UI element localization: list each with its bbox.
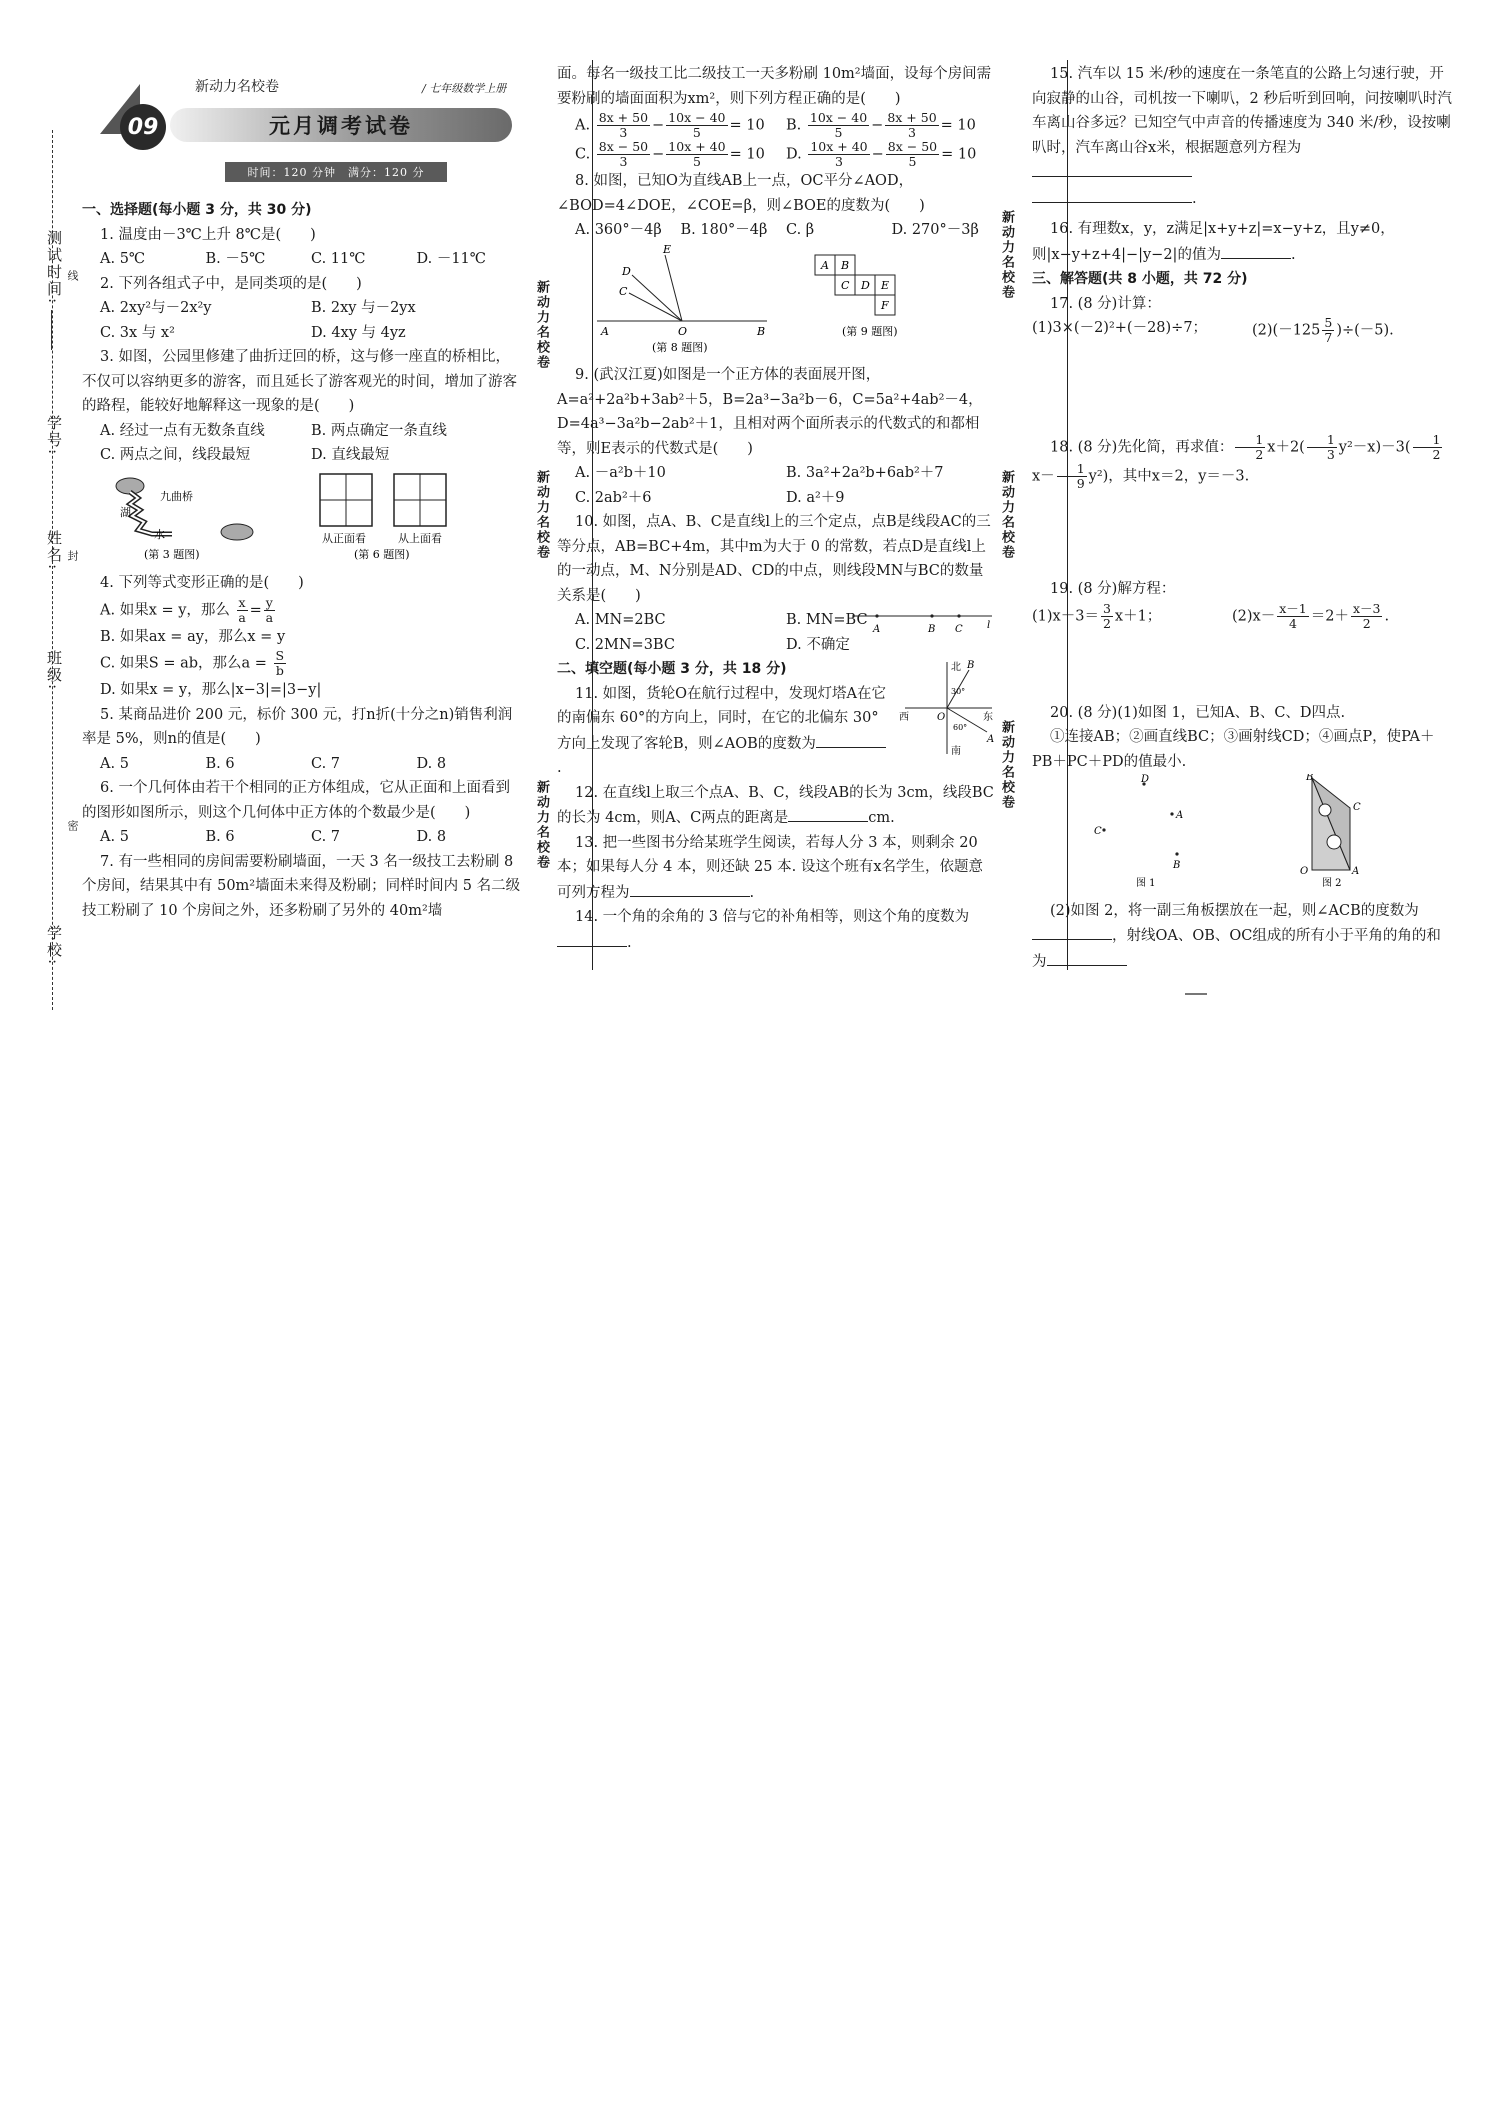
unit: cm. bbox=[868, 810, 895, 826]
option-b bbox=[786, 111, 997, 140]
question-2: 2. 下列各组式子中，是同类项的是( ) bbox=[100, 275, 362, 292]
side-brand-text-1: 新动力名校卷 bbox=[534, 280, 549, 370]
binding-field-school: 学校: bbox=[45, 925, 63, 967]
denominator: 4 bbox=[1289, 615, 1297, 631]
denominator: b bbox=[275, 663, 284, 678]
question-6: 6. 一个几何体由若干个相同的正方体组成，它从正面和上面看到的图形如图所示，则这个几何体中正方体的个数最少是( ) bbox=[82, 780, 510, 821]
denominator: 2 bbox=[1362, 615, 1371, 631]
option: B. 2xy 与－2yx bbox=[311, 300, 416, 316]
numerator: 1 bbox=[1057, 462, 1087, 477]
fig6-top-label: 从上面看 bbox=[398, 531, 442, 545]
question-1: 1. 温度由－3℃上升 8℃是( ) bbox=[100, 226, 316, 243]
bridge-figure bbox=[116, 478, 253, 561]
point-b bbox=[930, 614, 933, 617]
question-text: x－ bbox=[1032, 468, 1055, 485]
fig20-points bbox=[1094, 774, 1183, 889]
denominator: 9 bbox=[1076, 476, 1085, 491]
label-c: C bbox=[619, 284, 628, 298]
minus: − bbox=[871, 117, 884, 134]
fraction bbox=[808, 140, 869, 169]
fig3-label-lake: 湖 bbox=[120, 505, 131, 519]
question-text: 13. 把一些图书分给某班学生阅读，若每人分 3 本，则剩余 20 本；如果每人分 4 本，则还缺 25 本. 设这个班有x名学生，依题意可列方程为 bbox=[557, 834, 984, 901]
option: A. 5℃ bbox=[100, 251, 146, 267]
answer-blank[interactable] bbox=[1032, 160, 1192, 177]
minus: − bbox=[652, 117, 665, 134]
question-14: 14. 一个角的余角的 3 倍与它的补角相等，则这个角的度数为. bbox=[557, 905, 997, 955]
question-text: x＋2( bbox=[1267, 439, 1305, 456]
question-7: 7. 有一些相同的房间需要粉刷墙面，一天 3 名一级技工去粉刷 8 个房间，结果其中有 50m²墙面未来得及粉刷；同样时间内 5 名二级技工粉刷了 10 个房间之外，还多粉刷了另外的 40m²墙 bbox=[82, 853, 521, 919]
question-16: 16. 有理数x，y，z满足|x+y+z|=x−y+z，且y≠0，则|x−y+z+4|−|y−2|的值为 . bbox=[1032, 221, 1395, 263]
part-text: (2)x－ bbox=[1232, 608, 1276, 624]
fig20-caption-2: 图 2 bbox=[1322, 878, 1342, 889]
question-17-part-2 bbox=[1252, 316, 1452, 345]
question-17-parts bbox=[1032, 316, 1452, 345]
question-20-tasks: ①连接AB；②画直线BC；③画射线CD；④画点P，使PA＋PB＋PC＋PD的值最小. bbox=[1032, 729, 1435, 770]
question-11: 11. 如图，货轮O在航行过程中，发现灯塔A在它的南偏东 60°的方向上，同时，在它的北偏东 30°方向上发现了客轮B，则∠AOB的度数为. bbox=[557, 685, 887, 776]
fig9-caption: (第 9 题图) bbox=[842, 324, 898, 338]
side-brand-text-6: 新动力名校卷 bbox=[999, 720, 1014, 810]
minus: − bbox=[652, 146, 665, 163]
question-12 bbox=[557, 781, 997, 831]
fig3-caption: (第 3 题图) bbox=[144, 547, 200, 561]
option-letter: C. bbox=[575, 146, 591, 163]
label-south: 南 bbox=[951, 745, 961, 757]
side-brand-text-5: 新动力名校卷 bbox=[999, 470, 1014, 560]
denominator: 5 bbox=[692, 125, 701, 140]
denominator: 3 bbox=[619, 125, 628, 140]
question-8-options bbox=[557, 218, 997, 243]
label-north: 北 bbox=[951, 661, 961, 673]
fraction bbox=[1235, 433, 1265, 462]
numerator: 8x + 50 bbox=[598, 110, 649, 125]
question-19-part-2 bbox=[1232, 602, 1452, 631]
point-c bbox=[1102, 828, 1105, 831]
question-text: 16. 有理数x，y，z满足|x+y+z|=x−y+z，且y≠0，则|x−y+z+4|−|y−2|的值为 bbox=[1032, 221, 1395, 263]
option: C. β bbox=[786, 222, 815, 238]
label-b: B bbox=[757, 324, 766, 338]
label-b: B bbox=[928, 624, 936, 635]
option: B. 3a²+2a²b+6ab²＋7 bbox=[786, 465, 944, 481]
denominator: 3 bbox=[619, 154, 628, 169]
label-b: B bbox=[1173, 860, 1181, 871]
denominator: a bbox=[238, 609, 246, 625]
option-a bbox=[575, 111, 786, 140]
net-label: D bbox=[861, 278, 870, 292]
option: B. 6 bbox=[205, 755, 235, 772]
answer-blank-2[interactable] bbox=[1047, 949, 1127, 966]
rhs: = 10 bbox=[729, 117, 765, 134]
side-brand-text-4: 新动力名校卷 bbox=[999, 210, 1014, 300]
lake-shore-bottom bbox=[221, 524, 253, 540]
paper-number-badge: 09 bbox=[120, 104, 166, 150]
option: D. 直线最短 bbox=[311, 447, 390, 463]
question-5: 5. 某商品进价 200 元，标价 300 元，打n折(十分之n)销售利润率是 5%，则n的值是( ) bbox=[82, 706, 513, 747]
label-tb: B bbox=[1306, 774, 1314, 783]
numerator: 5 bbox=[1324, 315, 1333, 330]
question-19-parts bbox=[1032, 602, 1452, 631]
denominator: a bbox=[265, 609, 274, 625]
part-text: (2)(－125 bbox=[1252, 322, 1321, 339]
lake-shore-top bbox=[116, 478, 144, 494]
label-c: C bbox=[1094, 826, 1102, 837]
question-20: 20. (8 分)(1)如图 1，已知A、B、C、D四点. bbox=[1050, 704, 1346, 721]
option: B. 180°－4β bbox=[680, 222, 768, 238]
numerator: 8x − 50 bbox=[598, 139, 649, 154]
label-b: B bbox=[967, 659, 975, 671]
fraction bbox=[666, 111, 727, 140]
grade-label: / 七年级数学上册 bbox=[422, 82, 507, 95]
question-7-options-row2 bbox=[557, 140, 997, 169]
denominator: 3 bbox=[908, 125, 916, 140]
fraction bbox=[597, 111, 650, 140]
figures-8-and-9 bbox=[557, 243, 997, 355]
fig20-triangles bbox=[1300, 774, 1361, 889]
point-a bbox=[1170, 812, 1173, 815]
ray-oe bbox=[665, 255, 682, 321]
point-c bbox=[957, 614, 960, 617]
answer-space bbox=[1032, 491, 1452, 577]
answer-blank[interactable] bbox=[1032, 923, 1112, 940]
column-1 bbox=[82, 198, 522, 923]
option-letter: A. bbox=[575, 117, 591, 134]
numerator: 3 bbox=[1102, 600, 1111, 616]
seal-char-xian: 线 bbox=[66, 270, 79, 283]
rhs: = 10 bbox=[940, 117, 976, 134]
fraction bbox=[808, 111, 869, 140]
answer-blank[interactable] bbox=[557, 930, 627, 947]
equals: = bbox=[249, 602, 262, 618]
seal-char-mi: 密 bbox=[66, 820, 79, 833]
option: A. 5 bbox=[100, 829, 129, 845]
option: D. －11℃ bbox=[416, 251, 486, 267]
question-19: 19. (8 分)解方程： bbox=[1050, 581, 1176, 597]
option-c bbox=[575, 140, 786, 169]
option: D. 8 bbox=[416, 829, 447, 845]
exam-title: 元月调考试卷 bbox=[170, 108, 512, 142]
brand-name: 新动力名校卷 bbox=[195, 79, 279, 95]
numerator: 1 bbox=[1235, 433, 1265, 448]
option-letter: B. bbox=[786, 117, 802, 134]
option: A. 2xy²与－2x²y bbox=[100, 300, 212, 316]
fraction bbox=[666, 140, 727, 169]
net-label: E bbox=[881, 278, 890, 292]
answer-space bbox=[1032, 631, 1452, 701]
question-10: 10. 如图，点A、B、C是直线l上的三个定点，点B是线段AC的三等分点，AB=BC+4m，其中m为大于 0 的常数，若点D是直线l上的一动点，M、N分别是AD、CD的中点，则线段MN与BC的数量关系是( ) bbox=[557, 514, 991, 604]
net-label: A bbox=[821, 258, 829, 272]
option: C. 7 bbox=[311, 829, 341, 845]
question-text: ，射线OA、OB、OC组成的所有小于平角的角的和为 bbox=[1032, 928, 1441, 970]
option: C. 7 bbox=[311, 755, 341, 772]
part-text: (1)x－3＝ bbox=[1032, 608, 1099, 624]
question-6-options bbox=[82, 825, 522, 850]
net-figure bbox=[815, 255, 898, 338]
part-text: . bbox=[1384, 608, 1390, 624]
column-3 bbox=[1032, 62, 1452, 974]
fraction bbox=[237, 596, 248, 625]
side-brand-text-3: 新动力名校卷 bbox=[534, 780, 549, 870]
figures-3-and-6 bbox=[82, 468, 522, 563]
option: D. 4xy 与 4yz bbox=[311, 324, 406, 341]
question-2-options bbox=[82, 296, 522, 321]
question-5-options bbox=[82, 752, 522, 777]
question-text: 11. 如图，货轮O在航行过程中，发现灯塔A在它的南偏东 60°的方向上，同时，在它的北偏东 30°方向上发现了客轮B，则∠AOB的度数为 bbox=[557, 685, 887, 752]
numerator: 1 bbox=[1307, 433, 1337, 448]
label-d: D bbox=[1141, 774, 1150, 785]
denominator: 7 bbox=[1324, 330, 1333, 345]
binding-field-name: 姓名: bbox=[45, 530, 63, 572]
question-9-options-row2 bbox=[557, 486, 997, 511]
numerator: 1 bbox=[1413, 433, 1443, 448]
point-a bbox=[875, 614, 878, 617]
question-3-options-row2 bbox=[82, 443, 522, 468]
question-18 bbox=[1032, 433, 1452, 491]
seal-char-feng: 封 bbox=[66, 550, 79, 563]
question-4-option-b: B. 如果ax = ay，那么x = y bbox=[100, 628, 286, 645]
section-fill-heading: 二、填空题(每小题 3 分，共 18 分) bbox=[557, 661, 787, 677]
label-a: A bbox=[987, 733, 995, 745]
label-west: 西 bbox=[899, 711, 909, 723]
fraction bbox=[264, 596, 275, 625]
denominator: 5 bbox=[908, 154, 917, 169]
label-d: D bbox=[622, 264, 631, 278]
question-3: 3. 如图，公园里修建了曲折迂回的桥，这与修一座直的桥相比，不仅可以容纳更多的游客，而且延长了游客观光的时间，增加了游客的路程，能较好地解释这一现象的是( ) bbox=[82, 349, 517, 414]
fraction bbox=[1322, 316, 1334, 345]
question-4: 4. 下列等式变形正确的是( ) bbox=[100, 575, 304, 591]
fraction bbox=[885, 111, 938, 140]
option: C. 2ab²＋6 bbox=[575, 489, 652, 506]
answer-blank[interactable] bbox=[788, 805, 868, 822]
question-text: 15. 汽车以 15 米/秒的速度在一条笔直的公路上匀速行驶，开向寂静的山谷，司机按一下喇叭，2 秒后听到回响，问按喇叭时汽车离山谷多远？已知空气中声音的传播速度为 340 米/秒，设按喇叭时，汽车离山谷x米，根据题意列方程为 bbox=[1032, 66, 1452, 156]
option: B. 6 bbox=[205, 829, 235, 845]
fig11-compass bbox=[897, 658, 997, 758]
question-4-option-a bbox=[82, 596, 522, 625]
fig20-caption-1: 图 1 bbox=[1136, 878, 1156, 889]
denominator: 2 bbox=[1432, 447, 1441, 462]
part-text: x＋1； bbox=[1114, 608, 1162, 624]
numerator: x－3 bbox=[1352, 600, 1381, 616]
option: D. 不确定 bbox=[786, 636, 850, 653]
option: B. 两点确定一条直线 bbox=[311, 422, 447, 439]
denominator: 3 bbox=[835, 154, 843, 169]
fraction bbox=[1307, 433, 1337, 462]
question-17: 17. (8 分)计算： bbox=[1050, 295, 1161, 312]
binding-field-student-no: 学号: bbox=[45, 415, 63, 457]
option: D. 270°－3β bbox=[891, 222, 979, 238]
part-text: ＝2＋ bbox=[1310, 608, 1349, 624]
fig6-front-label: 从正面看 bbox=[322, 531, 366, 545]
triangle-hole bbox=[1319, 804, 1331, 816]
denominator: 2 bbox=[1102, 615, 1111, 631]
question-7-options-row1 bbox=[557, 111, 997, 140]
option: A. 5 bbox=[100, 755, 129, 772]
rhs: = 10 bbox=[729, 146, 765, 163]
question-4-option-d: D. 如果x = y，那么|x−3|=|3−y| bbox=[100, 682, 322, 698]
question-20-part-2 bbox=[1032, 899, 1452, 975]
option: A. 经过一点有无数条直线 bbox=[100, 422, 265, 439]
net-label: C bbox=[841, 278, 850, 292]
answer-blank[interactable] bbox=[630, 880, 750, 897]
numerator: 8x + 50 bbox=[887, 110, 937, 125]
part-text: )÷(－5). bbox=[1336, 322, 1394, 339]
label-o: O bbox=[678, 324, 688, 338]
label-c: C bbox=[955, 624, 963, 635]
answer-space bbox=[1032, 345, 1452, 433]
time-score-bar: 时间：120 分钟 满分：120 分 bbox=[225, 162, 447, 182]
denominator: 5 bbox=[692, 154, 701, 169]
denominator: 3 bbox=[1326, 447, 1335, 462]
fig10-line bbox=[847, 608, 997, 638]
question-text: 12. 在直线l上取三个点A、B、C，线段AB的长为 3cm，线段BC的长为 4cm，则A、C两点的距离是 bbox=[557, 784, 994, 826]
numerator: 8x − 50 bbox=[887, 139, 938, 154]
label-a: A bbox=[1176, 810, 1184, 821]
fig8-caption: (第 8 题图) bbox=[652, 340, 708, 354]
fraction bbox=[1413, 433, 1443, 462]
binding-fill-line bbox=[51, 310, 52, 350]
option-d bbox=[786, 140, 997, 169]
question-15: 15. 汽车以 15 米/秒的速度在一条笔直的公路上匀速行驶，开向寂静的山谷，司机按一下喇叭，2 秒后听到回响，问按喇叭时汽车离山谷多远？已知空气中声音的传播速度为 340 米/秒，设按喇叭时，汽车离山谷x米，根据题意列方程为 . bbox=[1032, 66, 1452, 207]
answer-blank-2[interactable] bbox=[1032, 186, 1192, 203]
net-label: F bbox=[881, 298, 889, 312]
numerator: x－1 bbox=[1279, 600, 1307, 616]
column-2 bbox=[557, 62, 997, 955]
option: D. a²＋9 bbox=[786, 489, 845, 506]
numerator: 10x − 40 bbox=[809, 110, 868, 125]
answer-blank[interactable] bbox=[816, 731, 886, 748]
option: D. 8 bbox=[416, 755, 447, 772]
option: C. 3x 与 x² bbox=[100, 324, 175, 341]
label-a: A bbox=[601, 324, 609, 338]
question-text: 18. (8 分)先化简，再求值： bbox=[1050, 439, 1234, 456]
rhs: = 10 bbox=[941, 146, 977, 163]
side-brand-text-2: 新动力名校卷 bbox=[534, 470, 549, 560]
numerator: 10x − 40 bbox=[668, 110, 726, 125]
fraction bbox=[597, 140, 650, 169]
label-to: O bbox=[1300, 866, 1309, 877]
binding-field-class: 班级: bbox=[45, 650, 63, 692]
fraction bbox=[1277, 602, 1309, 631]
label-east: 东 bbox=[983, 711, 993, 723]
question-19-part-1 bbox=[1032, 602, 1232, 631]
label-e: E bbox=[663, 242, 672, 256]
net-label: B bbox=[841, 258, 850, 272]
fraction bbox=[1101, 602, 1113, 631]
label-o: O bbox=[937, 711, 946, 723]
numerator: 10x + 40 bbox=[668, 139, 726, 154]
question-text: 14. 一个角的余角的 3 倍与它的补角相等，则这个角的度数为 bbox=[575, 909, 970, 925]
question-2-options-row2 bbox=[82, 321, 522, 346]
option-text: C. 如果S = ab，那么a = bbox=[100, 655, 267, 672]
question-text: (2)如图 2，将一副三角板摆放在一起，则∠ACB的度数为 bbox=[1050, 902, 1419, 919]
fraction bbox=[274, 649, 287, 678]
section-choice-heading: 一、选择题(每小题 3 分，共 30 分) bbox=[82, 202, 312, 218]
question-13: 13. 把一些图书分给某班学生阅读，若每人分 3 本，则剩余 20 本；如果每人分 4 本，则还缺 25 本. 设这个班有x名学生，依题意可列方程为 . bbox=[557, 834, 984, 901]
label-ta: A bbox=[1352, 866, 1360, 877]
question-3-options bbox=[82, 419, 522, 444]
denominator: 2 bbox=[1255, 447, 1264, 462]
binding-field-test-time: 测试时间: bbox=[45, 230, 63, 306]
question-9: 9. (武汉江夏)如图是一个正方体的表面展开图，A=a²+2a²b+3ab²＋5，B=2a³−3a²b－6，C=5a²+4ab²－4，D=4a³−3a²b−2ab²＋1，且相对两个面所表示的代数式的和都相等，则E表示的代数式是( ) bbox=[557, 367, 983, 457]
option: B. MN=BC bbox=[786, 612, 868, 628]
option: C. 2MN=3BC bbox=[575, 636, 675, 653]
fig6-caption: (第 6 题图) bbox=[354, 547, 410, 561]
question-8: 8. 如图，已知O为直线AB上一点，OC平分∠AOD，∠BOD=4∠DOE，∠COE=β，则∠BOE的度数为( ) bbox=[557, 173, 925, 214]
numerator: 10x + 40 bbox=[810, 139, 868, 154]
option: B. －5℃ bbox=[205, 251, 266, 267]
fraction bbox=[1351, 602, 1383, 631]
option-text: A. 如果x = y，那么 bbox=[100, 602, 230, 618]
numerator: S bbox=[275, 648, 285, 663]
option: A. 360°－4β bbox=[575, 222, 662, 238]
question-9-options bbox=[557, 461, 997, 486]
fig3-label-water: 水 bbox=[154, 527, 165, 541]
triangle-hole bbox=[1327, 835, 1341, 849]
point-b bbox=[1175, 852, 1178, 855]
scan-mark bbox=[1185, 993, 1207, 995]
question-4-option-c bbox=[82, 649, 522, 678]
section-solve-heading: 三、解答题(共 8 小题，共 72 分) bbox=[1032, 271, 1248, 287]
option: C. 11℃ bbox=[311, 251, 366, 267]
question-17-part-1: (1)3×(－2)²+(－28)÷7； bbox=[1032, 320, 1208, 336]
denominator: 5 bbox=[834, 125, 843, 140]
figures-20 bbox=[1032, 774, 1452, 890]
label-l: l bbox=[987, 620, 991, 631]
option-letter: D. bbox=[786, 146, 802, 163]
question-text: y²－x)－3( bbox=[1338, 439, 1411, 456]
numerator: x bbox=[238, 594, 246, 610]
option: C. 两点之间，线段最短 bbox=[100, 447, 251, 463]
answer-blank[interactable] bbox=[1221, 242, 1291, 259]
view-figure bbox=[320, 474, 446, 561]
exam-sheet bbox=[45, 60, 1492, 980]
question-7-continued: 面。每名一级技工比二级技工一天多粉刷 10m²墙面，设每个房间需要粉刷的墙面面积为xm²，则下列方程正确的是( ) bbox=[557, 66, 992, 107]
angle-30: 30° bbox=[951, 686, 966, 696]
label-tc: C bbox=[1353, 802, 1361, 813]
question-1-options bbox=[82, 247, 522, 272]
option: A. MN=2BC bbox=[575, 612, 666, 628]
option: A. －a²b＋10 bbox=[575, 465, 666, 481]
fraction bbox=[886, 140, 939, 169]
question-text: y²)，其中x＝2，y＝－3. bbox=[1088, 468, 1250, 485]
fraction bbox=[1057, 462, 1087, 491]
numerator: y bbox=[265, 594, 273, 610]
fig3-label-bridge: 九曲桥 bbox=[160, 489, 193, 503]
label-a: A bbox=[873, 624, 881, 635]
minus: − bbox=[871, 146, 884, 163]
angle-figure bbox=[597, 243, 767, 354]
angle-60: 60° bbox=[953, 722, 968, 732]
